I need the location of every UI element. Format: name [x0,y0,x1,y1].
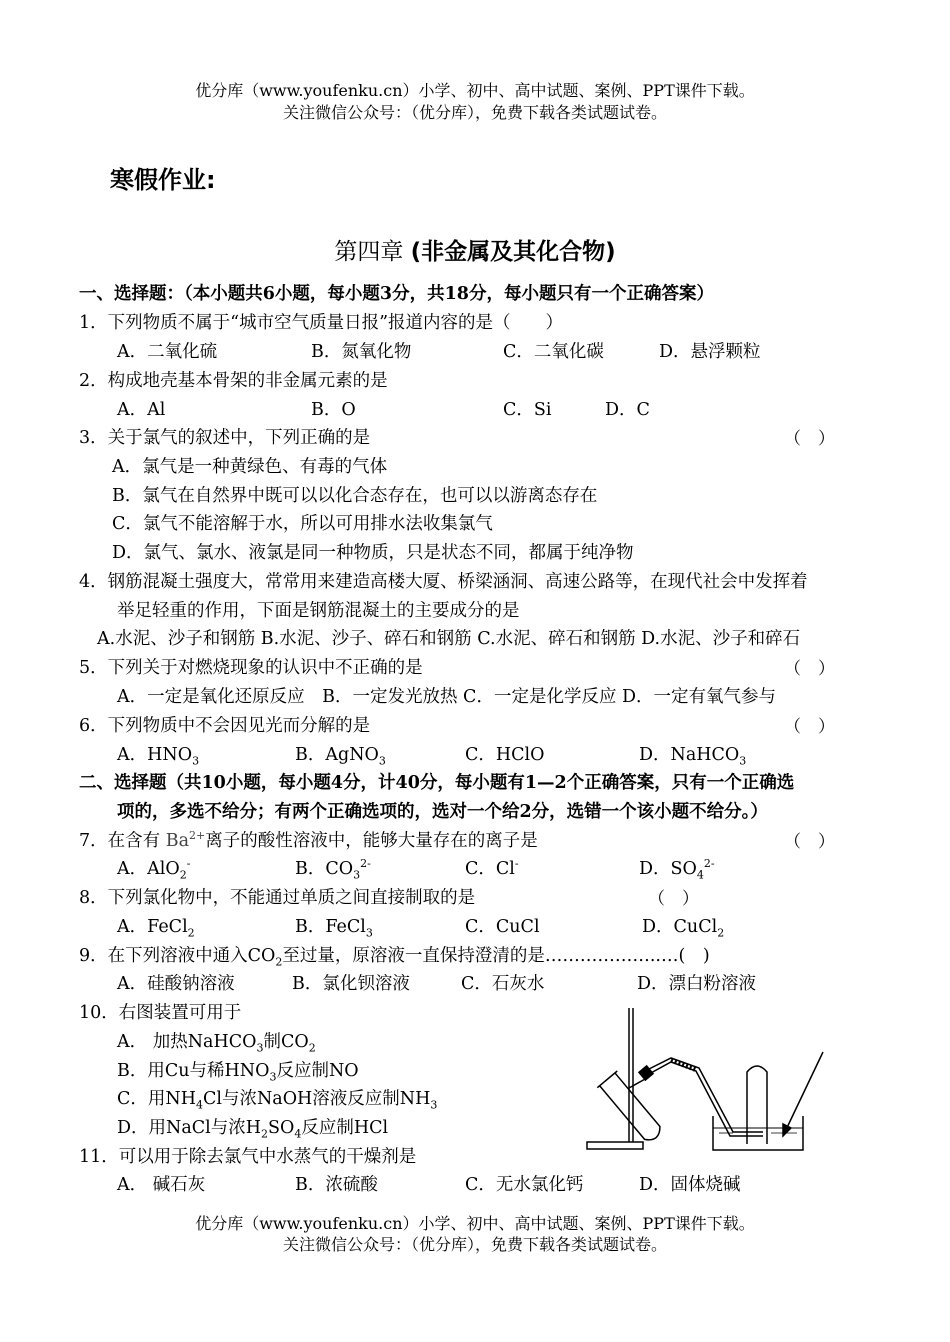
q10-option-c: C．用$NH_4Cl$与浓NaOH溶液反应制$NH_3$ [117,1089,438,1112]
q11-option-c: C．无水氯化钙 [465,1175,584,1195]
q2-option-a: A．Al [117,400,166,420]
q1-option-d: D．悬浮颗粒 [659,342,761,362]
rubber-tubing [671,1060,697,1070]
q3-answer-blank: （ ） [784,429,835,449]
delivery-tube-inner [649,1062,763,1136]
q3-stem: 3．关于氯气的叙述中，下列正确的是 [79,428,371,448]
q7-answer-blank: （ ） [784,832,835,852]
q5-stem: 5．下列关于对燃烧现象的认识中不正确的是 [79,658,423,678]
header-line-2: 关注微信公众号：（优分库），免费下载各类试题试卷。 [282,103,667,122]
q4-stem-line-2: 举足轻重的作用，下面是钢筋混凝土的主要成分的是 [117,601,520,621]
q3-option-a: A．氯气是一种黄绿色、有毒的气体 [112,457,388,477]
q8-option-d: D．CuCl$_2$ [642,917,725,940]
q11-stem: 11．可以用于除去氯气中水蒸气的干燥剂是 [79,1147,417,1167]
q10-option-b: B．用Cu与稀$HNO_3$反应制NO [117,1061,359,1084]
test-tube [597,1071,666,1146]
q9-option-c: C．石灰水 [461,974,545,994]
delivery-tube [647,1058,763,1132]
q7-option-d: D．$SO_4^{2-}$ [639,857,715,882]
footer-line-2: 关注微信公众号：（优分库），免费下载各类试题试卷。 [282,1235,667,1254]
q2-option-c: C．Si [503,400,552,420]
q1-option-c: C．二氧化碳 [503,342,604,362]
footer-line-1: 优分库（www.youfenku.cn）小学、初中、高中试题、案例、PPT课件下载。 [195,1214,755,1233]
q1-option-a: A．二氧化硫 [117,342,218,362]
q6-option-b: B．AgNO$_3$ [295,745,386,768]
q10-option-d: D．用NaCl与浓$H_2SO_4$反应制HCl [117,1118,389,1141]
q9-option-a: A．硅酸钠溶液 [117,974,235,994]
chapter-number: 第四章 [334,239,404,265]
q3-option-c: C．氯气不能溶解于水，所以可用排水法收集氯气 [112,514,493,534]
q5-answer-blank: （ ） [784,659,835,679]
q9-stem: 9．在下列溶液中通入$CO_2$至过量，原溶液一直保持澄清的是………………..…( ) [79,946,710,969]
q6-option-a: A．$HNO_3$ [117,745,200,768]
gas-collection-apparatus-diagram [585,1000,835,1170]
q10-stem: 10．右图装置可用于 [79,1003,242,1023]
q4-stem-line-1: 4．钢筋混凝土强度大，常常用来建造高楼大厦、桥梁涵洞、高速公路等，在现代社会中发挥着 [79,572,808,592]
q8-stem: 8．下列氯化物中，不能通过单质之间直接制取的是 [79,888,476,908]
chapter-heading [0,233,950,266]
q6-option-c: C．HClO [465,745,545,765]
q10-option-a: A． 加热NaHCO$_3$制$CO_2$ [117,1032,316,1055]
q3-option-b: B．氯气在自然界中既可以以化合态存在，也可以以游离态存在 [112,486,598,506]
q8-option-b: B．FeCl$_3$ [295,917,373,940]
q7-option-b: B．$CO_3^{2-}$ [295,857,371,882]
page-title: 寒假作业: [110,166,216,194]
q1-stem: 1．下列物质不属于“城市空气质量日报”报道内容的是（ ） [79,313,564,333]
q9-option-b: B．氯化钡溶液 [292,974,410,994]
section-2-heading-line-2: 项的，多选不给分；有两个正确选项的，选对一个给2分，选错一个该小题不给分。） [117,802,768,822]
q9-option-d: D．漂白粉溶液 [637,974,757,994]
pointer-arrowhead [783,1124,791,1136]
q6-answer-blank: （ ） [784,717,835,737]
q11-option-d: D．固体烧碱 [639,1175,741,1195]
q4-options: A.水泥、沙子和钢筋 B.水泥、沙子、碎石和钢筋 C.水泥、碎石和钢筋 D.水泥、沙子和碎石 [97,629,801,649]
q2-option-d: D．C [605,400,650,420]
header-line-1: 优分库（www.youfenku.cn）小学、初中、高中试题、案例、PPT课件下载。 [195,81,755,100]
q1-option-b: B．氮氧化物 [311,342,412,362]
q11-option-b: B．浓硫酸 [295,1175,378,1195]
q2-option-b: B．O [311,400,356,420]
stand-base [587,1142,643,1149]
q7-stem: 7．在含有 $Ba^{2+}$离子的酸性溶液中，能够大量存在的离子是 [79,829,538,851]
q3-option-d: D．氯气、氯水、液氯是同一种物质，只是状态不同，都属于纯净物 [112,543,634,563]
q8-option-a: A．FeCl$_2$ [117,917,195,940]
section-1-heading: 一、选择题：（本小题共6小题，每小题3分，共18分，每小题只有一个正确答案） [79,284,714,304]
chapter-subtitle: (非金属及其化合物) [410,239,616,265]
q7-option-a: A．AlO$_2$- [117,857,191,882]
q8-option-c: C．CuCl [465,917,540,937]
q5-options: A．一定是氧化还原反应 B．一定发光放热 C．一定是化学反应 D．一定有氧气参与 [117,687,777,707]
section-2-heading-line-1: 二、选择题（共10小题，每小题4分，计40分，每小题有1—2个正确答案，只有一个正确选 [79,773,795,793]
q11-option-a: A． 碱石灰 [117,1175,206,1195]
q7-option-c: C．Cl- [465,857,519,879]
q8-answer-blank: （ ） [648,889,699,909]
q2-stem: 2．构成地壳基本骨架的非金属元素的是 [79,371,388,391]
q6-option-d: D．NaHCO$_3$ [639,745,747,768]
q6-stem: 6．下列物质中不会因见光而分解的是 [79,716,371,736]
